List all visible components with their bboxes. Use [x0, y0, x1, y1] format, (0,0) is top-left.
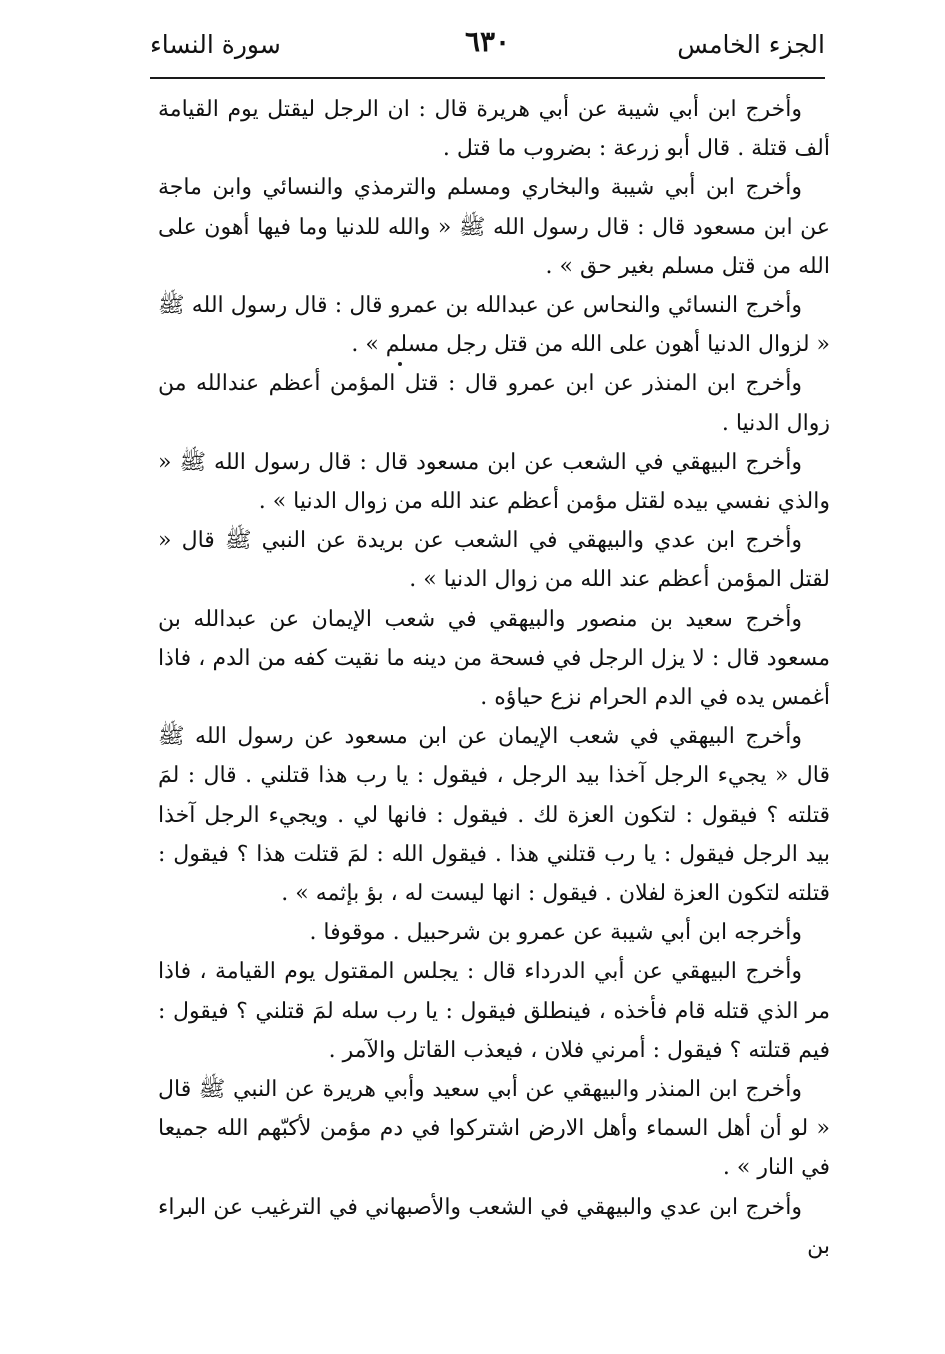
paragraph: وأخرج ابن أبي شيبة عن أبي هريرة قال : ان الرجل ليقتل يوم القيامة ألف قتلة . قال أبو زرعة : بضروب ما قتل . — [158, 97, 830, 162]
paragraph: وأخرج النسائي والنحاس عن عبدالله بن عمرو قال : قال رسول الله ﷺ « لزوال الدنيا أهون على الله من قتل رجل مسلم » . — [158, 293, 830, 358]
body-text — [158, 90, 830, 1266]
paragraph: وأخرج ابن المنذر والبيهقي عن أبي سعيد وأبي هريرة عن النبي ﷺ قال « لو أن أهل السماء وأهل الارض اشتركوا في دم مؤمن لأكبّهم الله جميعا في النار » . — [158, 1077, 830, 1181]
running-header — [150, 18, 825, 70]
print-speck — [398, 362, 402, 366]
paragraph: وأخرج ابن عدي والبيهقي في الشعب والأصبهاني في الترغيب عن البراء بن — [158, 1194, 830, 1259]
page-number: ٦٣٠ — [464, 25, 511, 58]
paragraph: وأخرج ابن عدي والبيهقي في الشعب عن بريدة عن النبي ﷺ قال « لقتل المؤمن أعظم عند الله من زوال الدنيا » . — [158, 528, 830, 593]
paragraph: وأخرج سعيد بن منصور والبيهقي في شعب الإيمان عن عبدالله بن مسعود قال : لا يزل الرجل في فسحة من دينه ما نقيت كفه من الدم ، فاذا أغمس يده في الدم الحرام نزع حياؤه . — [158, 606, 830, 711]
surah-title: سورة النساء — [150, 30, 281, 59]
paragraph: وأخرج البيهقي في شعب الإيمان عن ابن مسعود عن رسول الله ﷺ قال « يجيء الرجل آخذا بيد الرجل ، فيقول : يا رب هذا قتلني . قال : لمَ قتلته ؟ فيقول : لتكون العزة لك . فيقول : فانها لي . ويجيء الرجل آخذا بيد الرجل فيقول : يا رب قتلني هذا . فيقول الله : لمَ قتلت هذا ؟ فيقول : قتلته لتكون العزة لفلان . فيقول : انها ليست له ، بؤ بإثمه » . — [158, 724, 830, 907]
paragraph: وأخرج البيهقي في الشعب عن ابن مسعود قال : قال رسول الله ﷺ « والذي نفسي بيده لقتل مؤمن أعظم عند الله من زوال الدنيا » . — [158, 449, 830, 515]
header-rule — [150, 77, 825, 79]
paragraph: وأخرج البيهقي عن أبي الدرداء قال : يجلس المقتول يوم القيامة ، فاذا مر الذي قتله قام فأخذه ، فينطلق فيقول : يا رب سله لمَ قتلني ؟ فيقول : فيم قتلته ؟ فيقول : أمرني فلان ، فيعذب القاتل والآمر . — [158, 959, 830, 1063]
paragraph: وأخرجه ابن أبي شيبة عن عمرو بن شرحبيل . موقوفا . — [309, 920, 802, 946]
paragraph: وأخرج ابن المنذر عن ابن عمرو قال : قتل المؤمن أعظم عندالله من زوال الدنيا . — [158, 371, 830, 436]
paragraph: وأخرج ابن أبي شيبة والبخاري ومسلم والترمذي والنسائي وابن ماجة عن ابن مسعود قال : قال رسول الله ﷺ « والله للدنيا وما فيها أهون على الله من قتل مسلم بغير حق » . — [158, 175, 830, 279]
part-title: الجزء الخامس — [677, 30, 825, 59]
